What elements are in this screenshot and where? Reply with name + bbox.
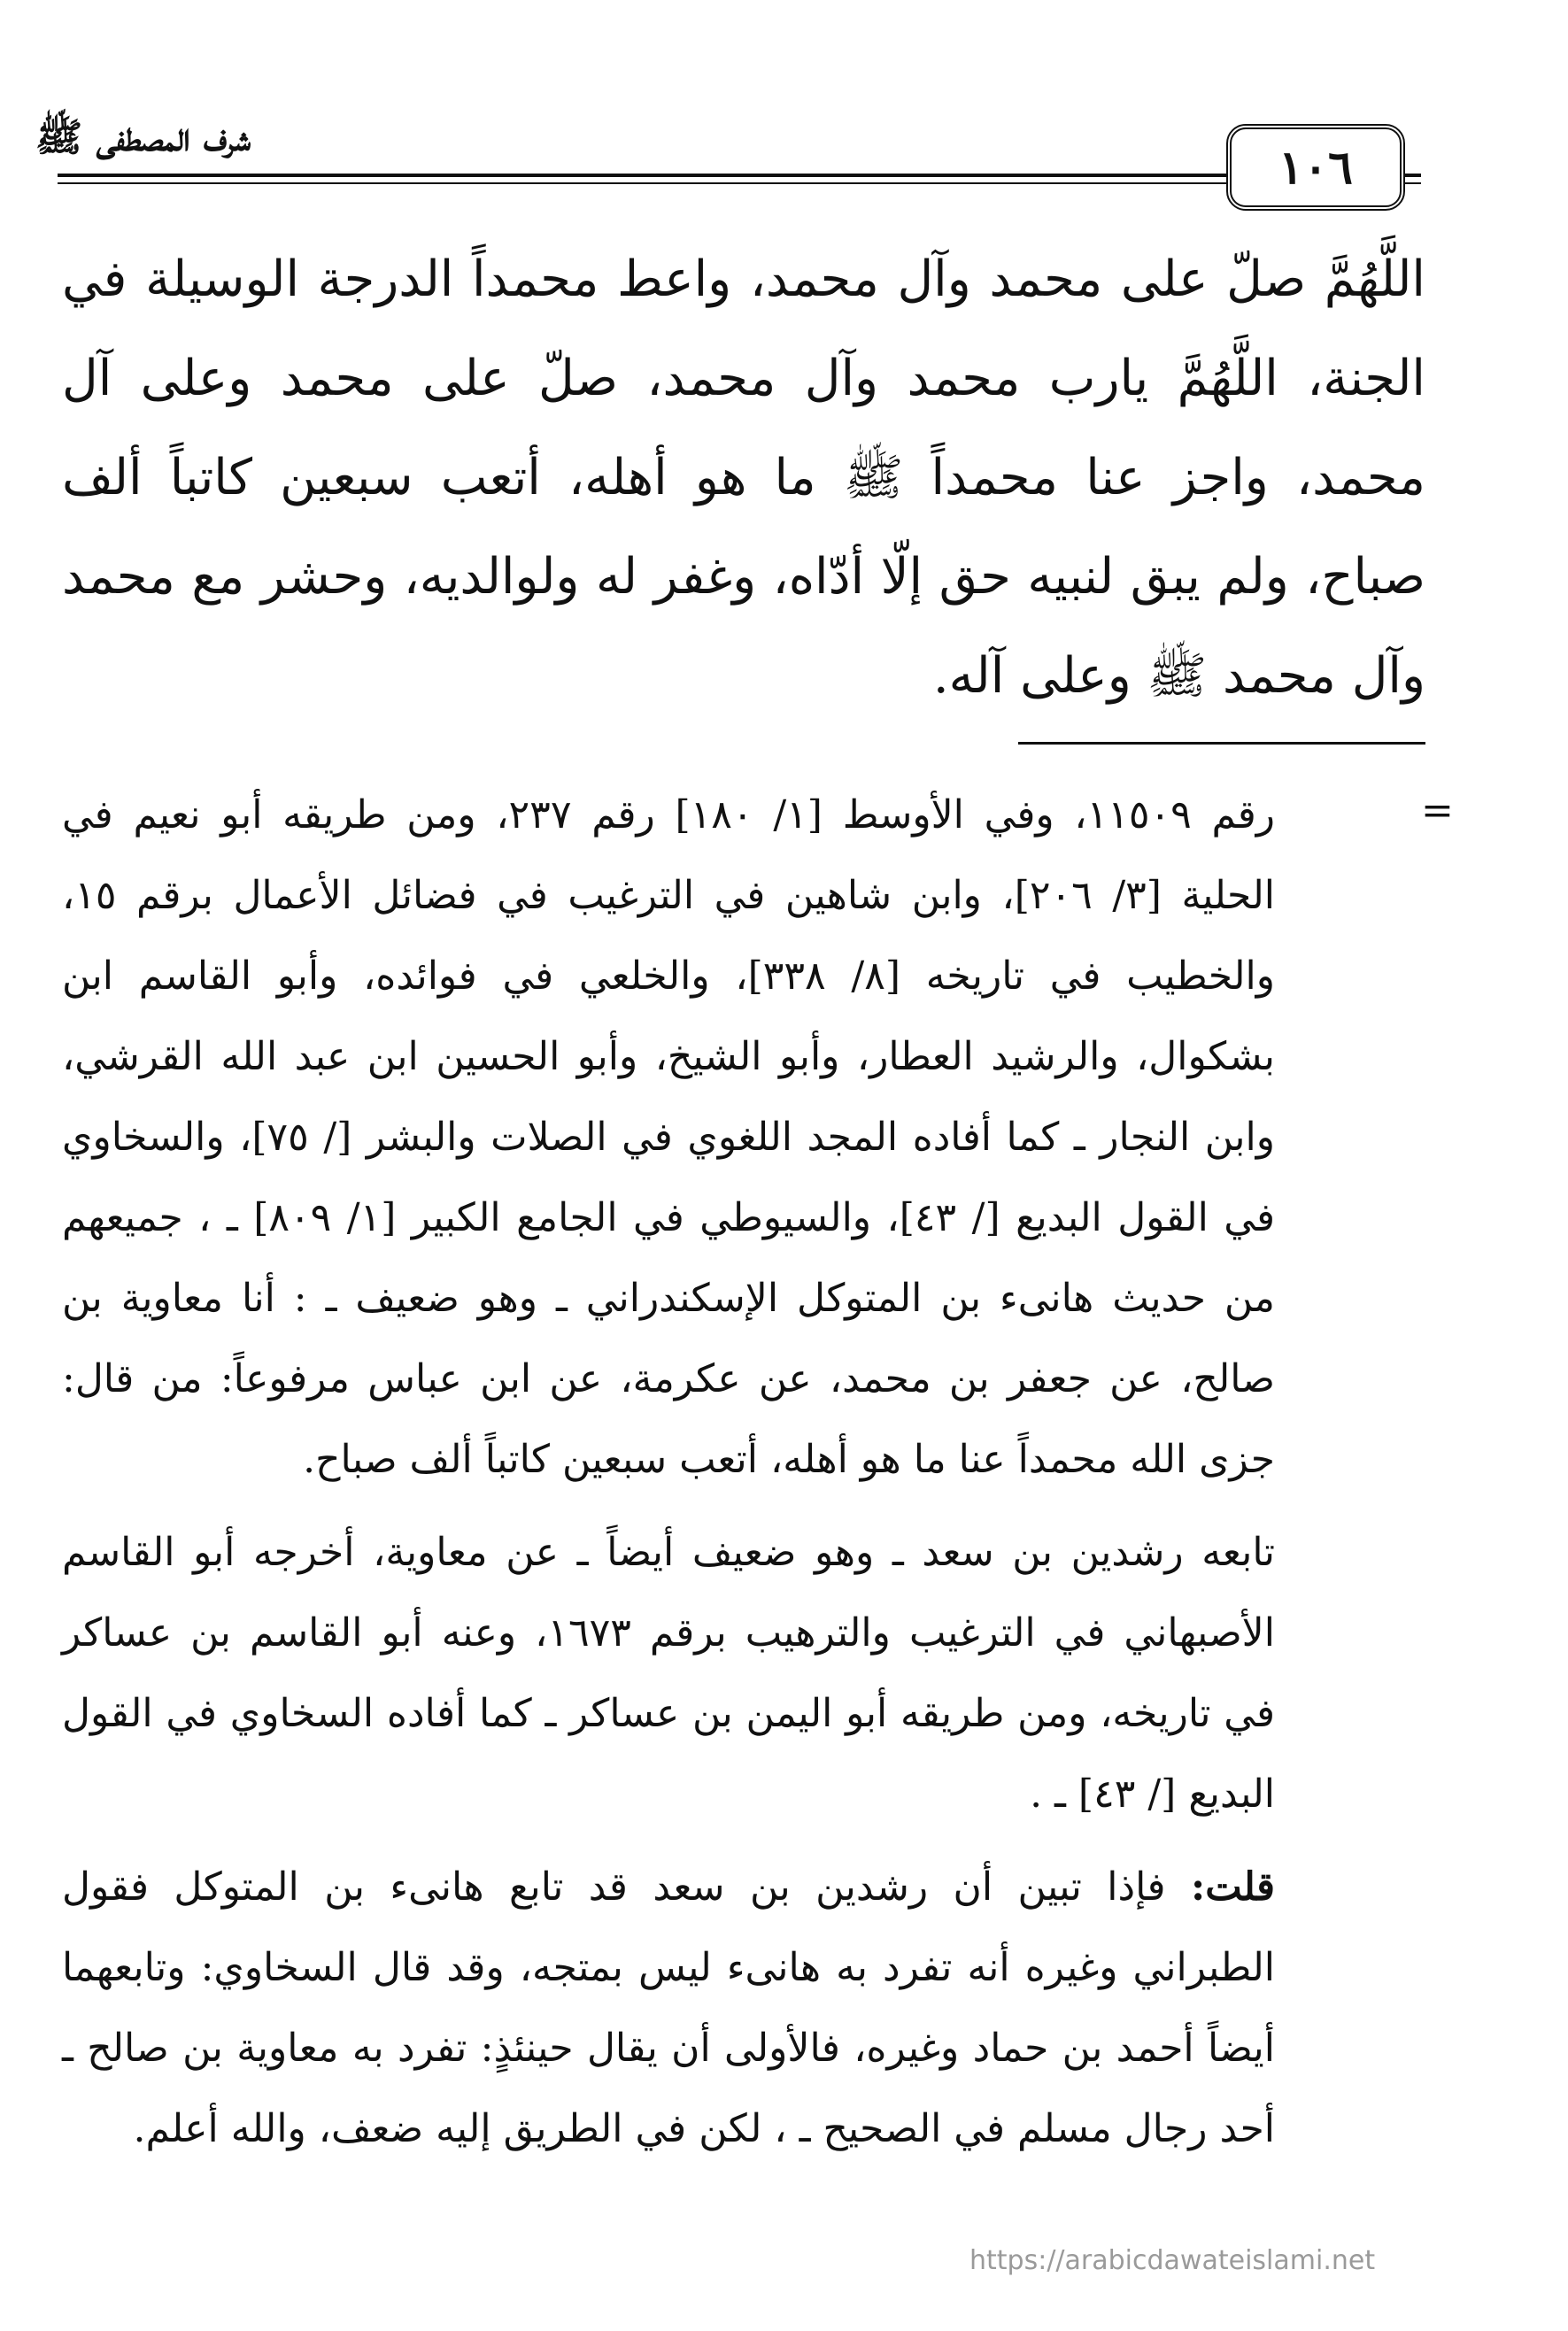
footnote-continuation-mark: = (1421, 788, 1454, 833)
main-text-block (62, 230, 1425, 726)
header-rule (58, 174, 1421, 177)
footnote-note (62, 1847, 1275, 2169)
watermark-url: https://arabicdawateislami.net (969, 2245, 1376, 2276)
running-header-title: شرف المصطفى ﷺ (35, 115, 251, 160)
note-text: فإذا تبين أن رشدين بن سعد قد تابع هانىء بن المتوكل فقول الطبراني وغيره أنه تفرد به هانىء ليس بمتجه، وقد قال السخاوي: وتابعهما أيضاً أحمد بن حماد وغيره، فالأولى أن يقال حينئذٍ: تفرد به معاوية بن صالح ـ أحد رجال مسلم في الصحيح ـ ، لكن في الطريق إليه ضعف، والله أعلم. (62, 1864, 1275, 2151)
footnote-paragraph-2: تابعه رشدين بن سعد ـ وهو ضعيف أيضاً ـ عن معاوية، أخرجه أبو القاسم الأصبهاني في الترغيب والترهيب برقم ١٦٧٣، وعنه أبو القاسم بن عساكر في تاريخه، ومن طريقه أبو اليمن بن عساكر ـ كما أفاده السخاوي في القول البديع [/ ٤٣] ـ . (62, 1530, 1275, 1817)
main-paragraph: اللَّهُمَّ صلّ على محمد وآل محمد، واعط محمداً الدرجة الوسيلة في الجنة، اللَّهُمَّ يارب محمد وآل محمد، صلّ على محمد وعلى آل محمد، واجز عنا محمداً ﷺ ما هو أهله، أتعب سبعين كاتباً ألف صباح، ولم يبق لنبيه حق إلّا أدّاه، وغفر له ولوالديه، وحشر مع محمد وآل محمد ﷺ وعلى آله. (62, 251, 1425, 705)
page-number: ١٠٦ (1278, 140, 1353, 195)
page-number-frame (1226, 124, 1405, 211)
footnote-separator (1018, 742, 1425, 745)
footnote-paragraph-1: رقم ١١٥٠٩، وفي الأوسط [١/ ١٨٠] رقم ٢٣٧، ومن طريقه أبو نعيم في الحلية [٣/ ٢٠٦]، وابن شاهين في الترغيب في فضائل الأعمال برقم ١٥، والخطيب في تاريخه [٨/ ٣٣٨]، والخلعي في فوائده، وأبو القاسم ابن بشكوال، والرشيد العطار، وأبو الشيخ، وأبو الحسين ابن عبد الله القرشي، وابن النجار ـ كما أفاده المجد اللغوي في الصلات والبشر [/ ٧٥]، والسخاوي في القول البديع [/ ٤٣]، والسيوطي في الجامع الكبير [١/ ٨٠٩] ـ ، جميعهم من حديث هانىء بن المتوكل الإسكندراني ـ وهو ضعيف ـ : أنا معاوية بن صالح، عن جعفر بن محمد، عن عكرمة، عن ابن عباس مرفوعاً: من قال: جزى الله محمداً عنا ما هو أهله، أتعب سبعين كاتباً ألف صباح. (62, 792, 1276, 1482)
footnotes-block (62, 775, 1275, 2181)
header-rule-thin (58, 182, 1421, 184)
note-label: قلت: (1190, 1864, 1275, 1910)
